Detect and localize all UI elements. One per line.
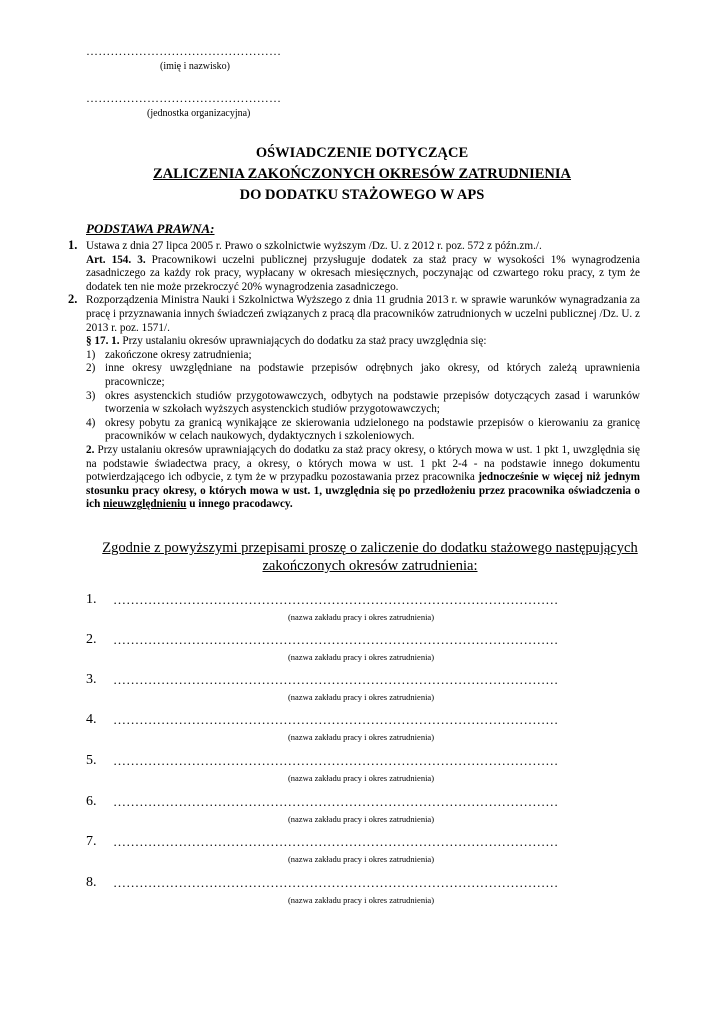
title-line-1: OŚWIADCZENIE DOTYCZĄCE — [255, 145, 469, 161]
point-3-num: 3) — [86, 389, 96, 402]
entry-5-caption: (nazwa zakładu pracy i okres zatrudnienia) — [287, 773, 435, 783]
title-line-3: DO DODATKU STAŻOWEGO W APS — [239, 187, 485, 203]
entry-3-num: 3. — [86, 672, 97, 687]
entry-4-field[interactable]: ………………………………………………………………………………………… — [113, 712, 559, 727]
entry-6-num: 6. — [86, 794, 97, 809]
entry-5-num: 5. — [86, 753, 97, 768]
legal-item-2-text: Rozporządzenia Ministra Nauki i Szkolnictwa Wyższego z dnia 11 grudnia 2013 r. w sprawie warunków wynagradzania za pracę i przyznawania innych świadczeń związanych z pracą dla pracowników zatrudnionych w uczelni publicznej /Dz. U. z 2013 r. poz. 1571/. — [86, 294, 640, 334]
legal-basis-heading: PODSTAWA PRAWNA: — [86, 221, 215, 236]
request-text: Zgodnie z powyższymi przepisami proszę o zaliczenie do dodatku stażowego następujących zakończonych okresów zatrudnienia: — [102, 540, 638, 574]
entry-7 — [86, 834, 646, 874]
entry-5 — [86, 753, 646, 793]
article-154 — [68, 254, 640, 295]
entry-8-field[interactable]: ………………………………………………………………………………………… — [113, 875, 559, 890]
paragraph-17-2-text: Przy ustalaniu okresów uprawniających do dodatku za staż pracy okresy, o których mowa w ust. 1 pkt 1, uwzględnia się na podstawie świadectwa pracy, a okresy, o których mowa w ust. 1 pkt 2-4 - na podstawie innego dokumentu potwierdzającego ich odbycie, z tym że w przypadku pozostawania przez pracownika — [86, 443, 641, 484]
entry-3 — [86, 672, 646, 712]
entry-1 — [86, 592, 646, 632]
entry-5-field[interactable]: ………………………………………………………………………………………… — [113, 753, 559, 768]
entry-8-num: 8. — [86, 875, 97, 890]
legal-item-1 — [68, 240, 640, 254]
point-2-text: inne okresy uwzględniane na podstawie przepisów odrębnych jako okresy, od których zależą uprawnienia pracownicze; — [105, 362, 640, 388]
legal-basis-body — [68, 240, 640, 512]
point-2 — [68, 362, 640, 389]
point-4-text: okresy pobytu za granicą wynikające ze skierowania udzielonego na podstawie przepisów o kierowaniu za granicę pracowników w celach naukowych, dydaktycznych i szkoleniowych. — [105, 416, 640, 443]
name-caption: (imię i nazwisko) — [160, 61, 230, 72]
entry-4-caption: (nazwa zakładu pracy i okres zatrudnienia) — [287, 732, 435, 742]
legal-item-1-text: Ustawa z dnia 27 lipca 2005 r. Prawo o szkolnictwie wyższym /Dz. U. z 2012 r. poz. 572 z późn.zm./. — [86, 240, 542, 252]
paragraph-17-label: § 17. 1. — [86, 335, 120, 348]
title-line-2-text: ZALICZENIA ZAKOŃCZONYCH OKRESÓW ZATRUDNIENIA — [152, 166, 572, 182]
paragraph-17-2 — [68, 444, 640, 512]
entry-2-field[interactable]: ………………………………………………………………………………………… — [113, 632, 559, 647]
entry-1-num: 1. — [86, 592, 97, 607]
entry-4 — [86, 712, 646, 752]
entry-3-caption: (nazwa zakładu pracy i okres zatrudnienia) — [287, 692, 435, 702]
paragraph-17-2-bold-2: u innego pracodawcy. — [189, 498, 293, 511]
title-line-2 — [0, 166, 724, 183]
paragraph-17-2-bold-underline: nieuwzględnieniu — [103, 498, 187, 511]
entry-2 — [86, 632, 646, 672]
article-154-text: Pracownikowi uczelni publicznej przysługuje dodatek za staż pracy w wysokości 1% wynagrodzenia zasadniczego za każdy rok pracy, wypłacany w okresach miesięcznych, poczynając od czwartego roku pracy, z tym że dodatek ten nie może przekroczyć 20% wynagrodzenia zasadniczego. — [86, 253, 640, 293]
article-154-label: Art. 154. 3. — [86, 253, 146, 266]
paragraph-17-text: Przy ustalaniu okresów uprawniających do dodatku za staż pracy uwzględnia się: — [122, 335, 487, 348]
entry-3-field[interactable]: ………………………………………………………………………………………… — [113, 672, 559, 687]
point-1-text: zakończone okresy zatrudnienia; — [105, 348, 252, 361]
point-4 — [68, 417, 640, 444]
entry-6 — [86, 794, 646, 834]
legal-item-1-num: 1. — [68, 238, 78, 252]
legal-item-2 — [68, 294, 640, 335]
entry-1-caption: (nazwa zakładu pracy i okres zatrudnienia) — [287, 612, 435, 622]
name-line[interactable]: ………………………………………… — [86, 44, 282, 58]
entry-7-caption: (nazwa zakładu pracy i okres zatrudnienia) — [287, 854, 435, 864]
point-1 — [68, 349, 640, 363]
entry-4-num: 4. — [86, 712, 97, 727]
entry-2-caption: (nazwa zakładu pracy i okres zatrudnienia) — [287, 652, 435, 662]
paragraph-17-2-label: 2. — [86, 443, 95, 456]
entry-8 — [86, 875, 646, 915]
point-2-num: 2) — [86, 362, 96, 375]
paragraph-17 — [68, 335, 640, 349]
entry-1-field[interactable]: ………………………………………………………………………………………… — [113, 592, 559, 607]
entry-6-field[interactable]: ………………………………………………………………………………………… — [113, 794, 559, 809]
entry-8-caption: (nazwa zakładu pracy i okres zatrudnienia) — [287, 895, 435, 905]
legal-item-2-num: 2. — [68, 292, 78, 307]
point-3-text: okres asystenckich studiów przygotowawczych, odbytych na podstawie przepisów dotyczących zasad i warunków tworzenia w szkołach wyższych asystenckich studiów przygotowawczych; — [105, 389, 640, 416]
point-4-num: 4) — [86, 416, 96, 429]
entry-7-num: 7. — [86, 834, 97, 849]
point-3 — [68, 390, 640, 417]
unit-caption: (jednostka organizacyjna) — [147, 108, 251, 119]
point-1-num: 1) — [86, 348, 96, 361]
entry-6-caption: (nazwa zakładu pracy i okres zatrudnienia) — [287, 814, 435, 824]
unit-line[interactable]: ………………………………………… — [86, 91, 282, 105]
entry-7-field[interactable]: ………………………………………………………………………………………… — [113, 834, 559, 849]
paragraph-17-2-bold-1: jednocześnie w więcej niż jednym stosunku pracy okresy, o których mowa w ust. 1, uwzględnia się po przedłożeniu przez pracownika oświadczenia o ich — [86, 471, 640, 511]
entry-2-num: 2. — [86, 632, 97, 647]
